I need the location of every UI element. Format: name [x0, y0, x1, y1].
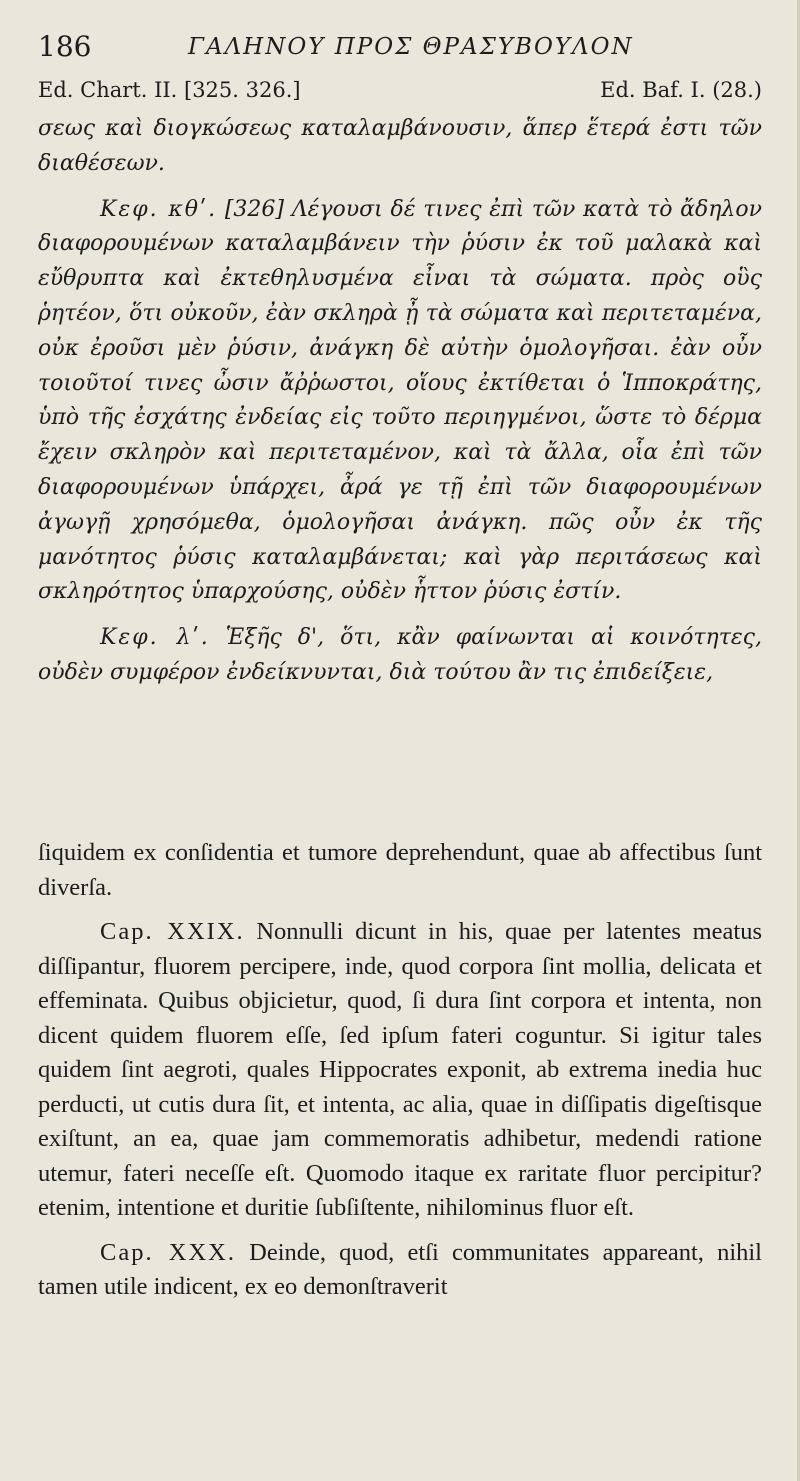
page-number: 186: [38, 30, 92, 63]
edition-chartier: Ed. Chart. II. [325. 326.]: [38, 78, 301, 102]
greek-chapter-30: [38, 621, 762, 691]
greek-opening: σεως καὶ διογκώσεως καταλαμβάνουσιν, ἅπερ ἕτερά ἐστι τῶν διαθέσεων.: [38, 116, 762, 176]
edition-basel: Ed. Baf. I. (28.): [600, 78, 762, 102]
greek-chapter-30-text: Ἑξῆς δ', ὅτι, κἂν φαίνωνται αἱ κοινότητες, οὐδὲν συμφέρον ἐνδείκνυνται, διὰ τούτου ἂν τις ἐπιδείξειε,: [38, 625, 762, 685]
edition-line: [38, 78, 762, 108]
greek-chapter-29: [38, 193, 762, 611]
greek-chapter-30-label: Κεφ. λʹ.: [100, 625, 210, 651]
greek-chapter-29-text: [326] Λέγουσι δέ τινες ἐπὶ τῶν κατὰ τὸ ἄδηλον διαφορουμένων καταλαμβάνειν τὴν ῥύσιν ἐκ τοῦ μαλακὰ καὶ εὔθρυπτα καὶ ἐκτεθηλυσμένα εἶναι τὰ σώματα. πρὸς οὓς ῥητέον, ὅτι οὐκοῦν, ἐὰν σκληρὰ ᾖ τὰ σώματα καὶ περιτεταμένα, οὐκ ἐροῦσι μὲν ῥύσιν, ἀνάγκη δὲ αὐτὴν ὁμολογῆσαι. ἐὰν οὖν τοιοῦτοί τινες ὦσιν ἄῤῥωστοι, οἵους ἐκτίθεται ὁ Ἱπποκράτης, ὑπὸ τῆς ἐσχάτης ἐνδείας εἰς τοῦτο περιηγμένοι, ὥστε τὸ δέρμα ἔχειν σκληρὸν καὶ περιτεταμένον, καὶ τὰ ἄλλα, οἷα ἐπὶ τῶν διαφορουμένων ὑπάρχει, ἆρά γε τῇ ἐπὶ τῶν διαφορουμένων ἀγωγῇ χρησόμεθα, ὁμολογῆσαι ἀνάγκη. πῶς οὖν ἐκ τῆς μανότητος ῥύσις καταλαμβάνεται; καὶ γὰρ περιτάσεως καὶ σκληρότητος ὑπαρχούσης, οὐδὲν ἧττον ῥύσις ἐστίν.: [38, 196, 762, 605]
greek-text: [38, 112, 762, 691]
running-title: ΓΑΛΗΝΟΥ ΠΡΟΣ ΘΡΑΣΥΒΟΥΛΟΝ: [188, 34, 634, 60]
latin-chapter-29-label: Cap. XXIX.: [100, 918, 245, 945]
latin-chapter-29: [38, 915, 762, 1226]
latin-opening: ſiquidem ex conſidentia et tumore deprehendunt, quae ab affectibus ſunt diverſa.: [38, 839, 762, 901]
latin-chapter-29-text: Nonnulli dicunt in his, quae per latentes meatus diſſipantur, fluorem percipere, inde, quod corpora ſint mollia, delicata et effeminata. Quibus objicietur, quod, ſi dura ſint corpora et intenta, non dicent quidem fluorem eſſe, ſed ipſum fateri coguntur. Si igitur tales quidem ſint aegroti, quales Hippocrates exponit, ab extrema inedia huc perducti, ut cutis dura ſit, et intenta, ac alia, quae in diſſipatis digeſtisque exiſtunt, an ea, quae jam commemoratis adhibetur, medendi ratione utemur, fateri neceſſe eſt. Quomodo itaque ex raritate fluor percipitur? etenim, intentione et duritie ſubſiſtente, nihilominus fluor eſt.: [38, 918, 762, 1221]
page-header: [38, 30, 762, 66]
greek-chapter-29-label: Κεφ. κθʹ.: [100, 196, 218, 222]
latin-chapter-30-text: Deinde, quod, etſi communitates appareant, nihil tamen utile indicent, ex eo demonſtraverit: [38, 1238, 762, 1300]
latin-text: [38, 836, 762, 1305]
latin-chapter-30-label: Cap. XXX.: [100, 1238, 236, 1266]
latin-chapter-30: [38, 1236, 762, 1305]
